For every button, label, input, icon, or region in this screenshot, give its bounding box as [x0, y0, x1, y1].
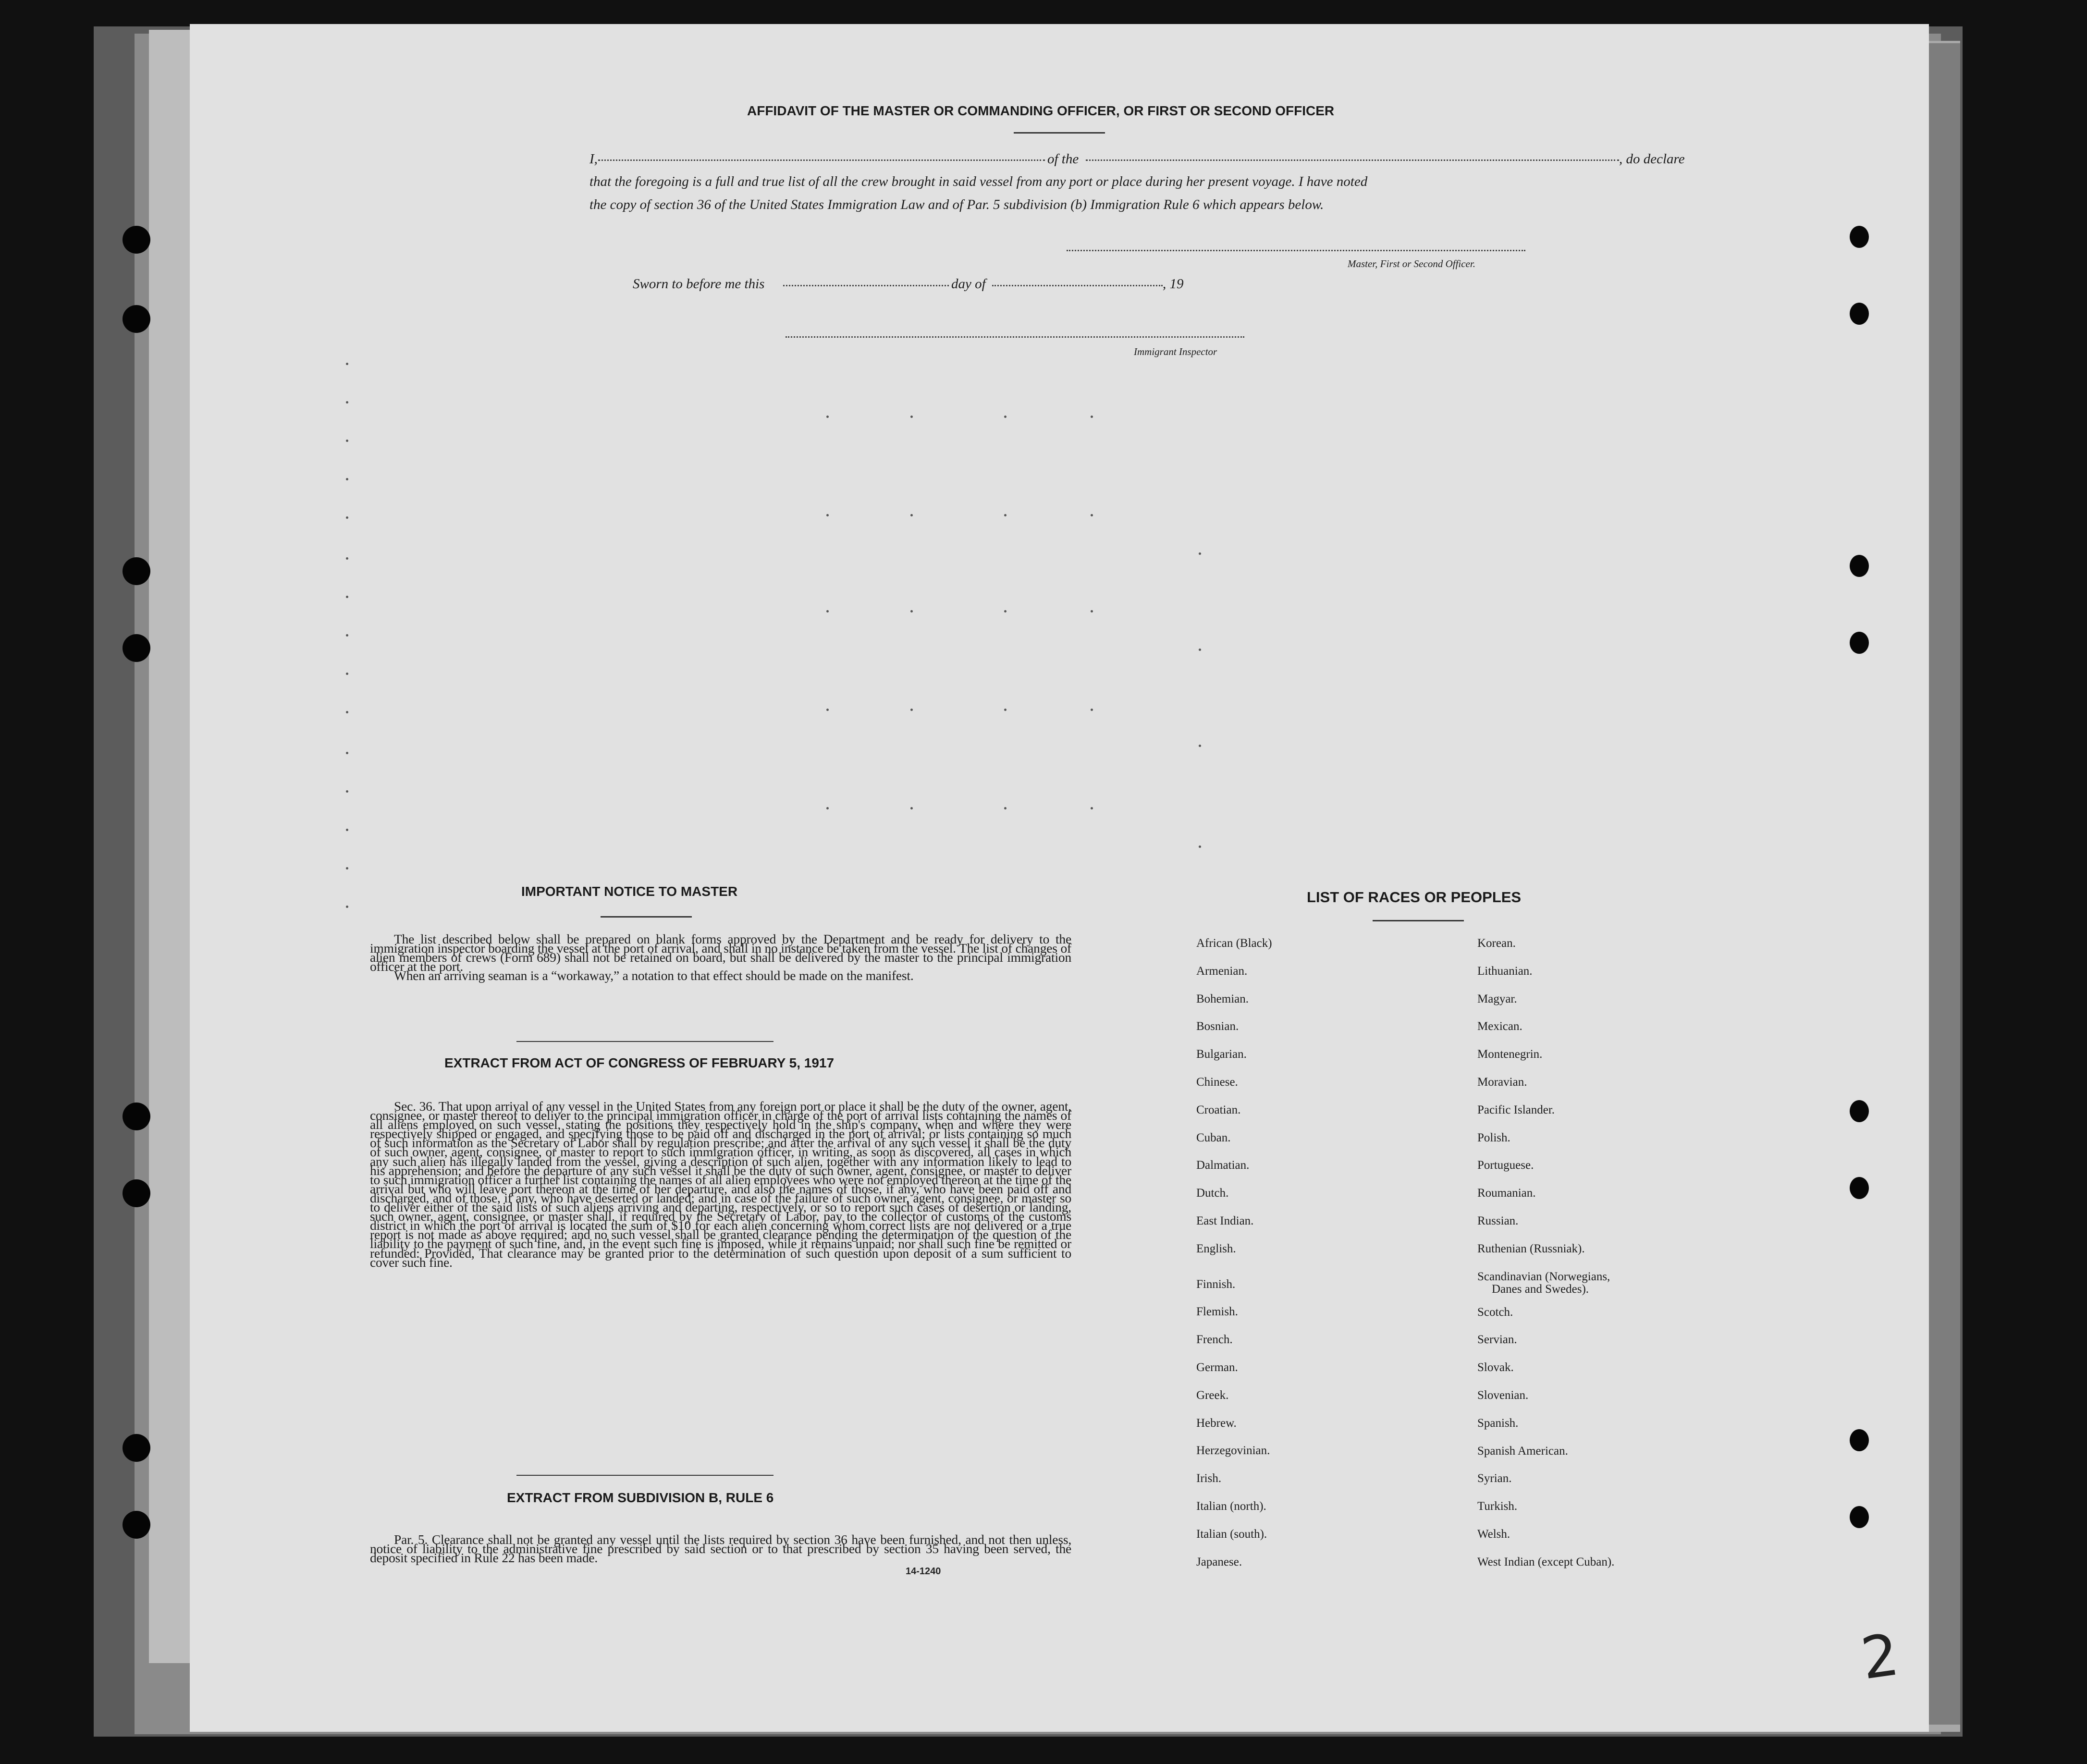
punch-hole	[1850, 632, 1869, 654]
race-item: Pacific Islander.	[1477, 1103, 1555, 1116]
punch-hole	[1850, 1100, 1869, 1122]
inspector-caption: Immigrant Inspector	[1134, 346, 1217, 357]
affidavit-line-3: the copy of section 36 of the United States Immigration Law and of Par. 5 subdivision (b) Immigration Rule 6 which appears below.	[589, 197, 1324, 212]
dot-mark	[1004, 416, 1007, 418]
affidavit-heading: AFFIDAVIT OF THE MASTER OR COMMANDING OFFICER, OR FIRST OR SECOND OFFICER	[747, 103, 1335, 118]
race-item: Montenegrin.	[1477, 1048, 1543, 1061]
vessel-field-line[interactable]	[1086, 159, 1619, 161]
divider	[1014, 132, 1105, 134]
rule6-heading: EXTRACT FROM SUBDIVISION B, RULE 6	[507, 1490, 774, 1505]
race-item: African (Black)	[1196, 937, 1272, 950]
race-item: Lithuanian.	[1477, 964, 1533, 978]
dot-mark	[346, 752, 348, 754]
punch-hole	[1850, 1177, 1869, 1199]
race-item: Danes and Swedes).	[1492, 1282, 1589, 1296]
race-item: Croatian.	[1196, 1103, 1241, 1116]
race-item: Magyar.	[1477, 992, 1517, 1005]
punch-hole	[123, 557, 150, 585]
race-item: Armenian.	[1196, 964, 1248, 978]
race-item: Bohemian.	[1196, 992, 1249, 1005]
race-item: Bosnian.	[1196, 1020, 1239, 1033]
dot-mark	[826, 610, 829, 612]
race-item: Slovak.	[1477, 1361, 1514, 1374]
form-number: 14-1240	[906, 1566, 941, 1577]
affidavit-i-label: I,	[589, 151, 598, 167]
race-item: Dutch.	[1196, 1187, 1229, 1200]
notice-heading: IMPORTANT NOTICE TO MASTER	[521, 884, 738, 899]
dot-mark	[346, 634, 348, 637]
master-caption: Master, First or Second Officer.	[1348, 258, 1475, 270]
race-item: Cuban.	[1196, 1131, 1231, 1144]
punch-hole	[1850, 1429, 1869, 1451]
act-text: Sec. 36. That upon arrival of any vessel in the United States from any foreign port or place it shall be the duty of the owner, agent, consignee, or master thereof to deliver to the principal immigration officer in charge of the port of arrival lists containing the names of all aliens employed on such vessel, stating the positions they respectively hold in the ship's company, when and where they were respectively shipped or engaged, and specifying those to be paid off and discharged in the port of arrival; or lists containing so much of such information as the Secretary of Labor shall by regulation prescribe; and after the arrival of any such vessel it shall be the duty of such owner, agent, consignee, or master to report to such immigration officer, in writing, as soon as discovered, all cases in which any such alien has illegally landed from the vessel, giving a description of such alien, together with any information likely to lead to his apprehension; and before the departure of any such vessel it shall be the duty of such owner, agent, consignee, or master to deliver to such immigration officer a further list containing the names of all alien employees who were not employed thereon at the time of the arrival but who will leave port thereon at the time of her departure, and also the names of those, if any, who have been paid off and discharged, and of those, if any, who have deserted or landed; and in case of the failure of such owner, agent, consignee, or master so to deliver either of the said lists of such aliens arriving and departing, respectively, or so to report such cases of desertion or landing, such owner, agent, consignee, or master shall, if required by the Secretary of Labor, pay to the collector of customs of the customs district in which the port of arrival is located the sum of $10 for each alien concerning whom correct lists are not delivered or a true report is not made as above required; and no such vessel shall be granted clearance pending the determination of the question of the liability to the payment of such fine, and, in the event such fine is imposed, while it remains unpaid; nor shall such fine be remitted or refunded: Provided, That clearance may be granted prior to the determination of such question upon deposit of a sum sufficient to cover such fine.	[370, 1099, 1071, 1270]
race-item: East Indian.	[1196, 1214, 1254, 1227]
dot-mark	[1091, 709, 1093, 711]
race-item: Italian (south).	[1196, 1527, 1267, 1541]
year-label: , 19	[1163, 276, 1184, 292]
punch-hole	[123, 1179, 150, 1207]
punch-hole	[1850, 226, 1869, 248]
divider	[516, 1041, 773, 1042]
dot-mark	[346, 906, 348, 908]
dot-mark	[910, 416, 913, 418]
background-sheet-edge	[149, 30, 192, 1663]
race-item: Welsh.	[1477, 1528, 1510, 1541]
dot-mark	[346, 829, 348, 831]
race-item: Dalmatian.	[1196, 1159, 1250, 1172]
race-item: Finnish.	[1196, 1277, 1236, 1291]
race-item: Servian.	[1477, 1333, 1517, 1347]
race-item: Scotch.	[1477, 1305, 1513, 1319]
dot-mark	[910, 807, 913, 809]
divider	[1373, 920, 1464, 921]
dot-mark	[1091, 807, 1093, 809]
race-item: German.	[1196, 1361, 1238, 1374]
race-item: Polish.	[1477, 1131, 1510, 1144]
race-item: Flemish.	[1196, 1305, 1238, 1319]
dot-mark	[346, 401, 348, 404]
dot-mark	[346, 867, 348, 870]
race-item: West Indian (except Cuban).	[1477, 1555, 1615, 1568]
dot-mark	[1199, 552, 1201, 555]
race-item: Greek.	[1196, 1388, 1229, 1402]
dot-mark	[1091, 514, 1093, 516]
sworn-month-line[interactable]	[992, 285, 1163, 286]
punch-hole	[123, 1102, 150, 1130]
master-signature-line[interactable]	[1067, 250, 1525, 251]
dot-mark	[1091, 416, 1093, 418]
notice-text	[370, 931, 1071, 983]
race-item: French.	[1196, 1333, 1233, 1347]
race-item: Portuguese.	[1477, 1159, 1534, 1172]
dot-mark	[1091, 610, 1093, 612]
punch-hole	[123, 1511, 150, 1539]
dot-mark	[346, 478, 348, 480]
dot-mark	[1004, 610, 1007, 612]
race-item: Hebrew.	[1196, 1416, 1237, 1430]
sworn-day-line[interactable]	[783, 285, 949, 286]
race-item: Korean.	[1477, 937, 1516, 950]
dot-mark	[826, 709, 829, 711]
punch-hole	[1850, 303, 1869, 325]
rule6-text: Par. 5. Clearance shall not be granted any vessel until the lists required by section 36 have been furnished, and not then unless, notice of liability to the administrative fine prescribed by said section or to that prescribed by section 35 having been served, the deposit specified in Rule 22 has been made.	[370, 1532, 1071, 1566]
dot-mark	[346, 673, 348, 675]
document-page	[190, 24, 1929, 1732]
day-of-label: day of	[951, 276, 986, 292]
race-item: Slovenian.	[1477, 1389, 1529, 1402]
race-item: Turkish.	[1477, 1500, 1518, 1513]
punch-hole	[1850, 555, 1869, 577]
notice-paragraph-2: When an arriving seaman is a “workaway,” a notation to that effect should be made on the manifest.	[394, 968, 914, 983]
race-item: Spanish American.	[1477, 1444, 1568, 1458]
divider	[516, 1475, 773, 1476]
dot-mark	[1199, 649, 1201, 651]
dot-mark	[346, 711, 348, 713]
race-item: Italian (north).	[1196, 1500, 1266, 1513]
name-field-line[interactable]	[598, 159, 1045, 161]
punch-hole	[123, 634, 150, 662]
dot-mark	[910, 709, 913, 711]
handwritten-mark: 2	[1857, 1621, 1903, 1693]
dot-mark	[346, 790, 348, 793]
race-item: Herzegovinian.	[1196, 1444, 1270, 1458]
race-item: Ruthenian (Russniak).	[1477, 1242, 1585, 1255]
race-item: Syrian.	[1477, 1472, 1512, 1485]
notice-paragraph-1: The list described below shall be prepared on blank forms approved by the Department and be ready for delivery to the immigration inspector boarding the vessel at the port of arrival, and shall in no instance be taken from the vessel. The list of changes of alien members of crews (Form 689) shall not be retained on board, but shall be delivered by the master to the principal immigration officer at the port.	[370, 931, 1071, 974]
dot-mark	[826, 416, 829, 418]
dot-mark	[1004, 514, 1007, 516]
dot-mark	[826, 807, 829, 809]
race-item: Spanish.	[1477, 1416, 1519, 1430]
dot-mark	[910, 514, 913, 516]
dot-mark	[1004, 807, 1007, 809]
affidavit-line-2: that the foregoing is a full and true list of all the crew brought in said vessel from any port or place during her present voyage. I have noted	[589, 174, 1368, 189]
dot-mark	[1199, 845, 1201, 848]
dot-mark	[346, 557, 348, 560]
dot-mark	[346, 440, 348, 442]
divider	[601, 916, 692, 918]
race-item: Japanese.	[1196, 1555, 1242, 1568]
inspector-signature-line[interactable]	[786, 336, 1244, 338]
act-heading: EXTRACT FROM ACT OF CONGRESS OF FEBRUARY 5, 1917	[444, 1055, 835, 1070]
dot-mark	[1199, 745, 1201, 747]
dot-mark	[1004, 709, 1007, 711]
punch-hole	[123, 1434, 150, 1462]
dot-mark	[910, 610, 913, 612]
punch-hole	[123, 226, 150, 254]
punch-hole	[123, 305, 150, 333]
race-item: Bulgarian.	[1196, 1048, 1247, 1061]
affidavit-do-declare: , do declare	[1619, 151, 1685, 167]
race-item: Russian.	[1477, 1214, 1519, 1227]
dot-mark	[346, 516, 348, 519]
race-item: Moravian.	[1477, 1076, 1527, 1089]
dot-mark	[346, 363, 348, 365]
dot-mark	[346, 596, 348, 598]
affidavit-of-the: of the	[1047, 151, 1079, 167]
race-item: Chinese.	[1196, 1076, 1238, 1089]
dot-mark	[826, 514, 829, 516]
punch-hole	[1850, 1506, 1869, 1528]
races-heading: LIST OF RACES OR PEOPLES	[1307, 889, 1522, 906]
race-item: Mexican.	[1477, 1020, 1522, 1033]
race-item: Roumanian.	[1477, 1187, 1536, 1200]
race-item: English.	[1196, 1242, 1236, 1255]
race-item: Scandinavian (Norwegians,	[1477, 1270, 1610, 1283]
race-item: Irish.	[1196, 1472, 1222, 1485]
sworn-label: Sworn to before me this	[633, 276, 765, 292]
